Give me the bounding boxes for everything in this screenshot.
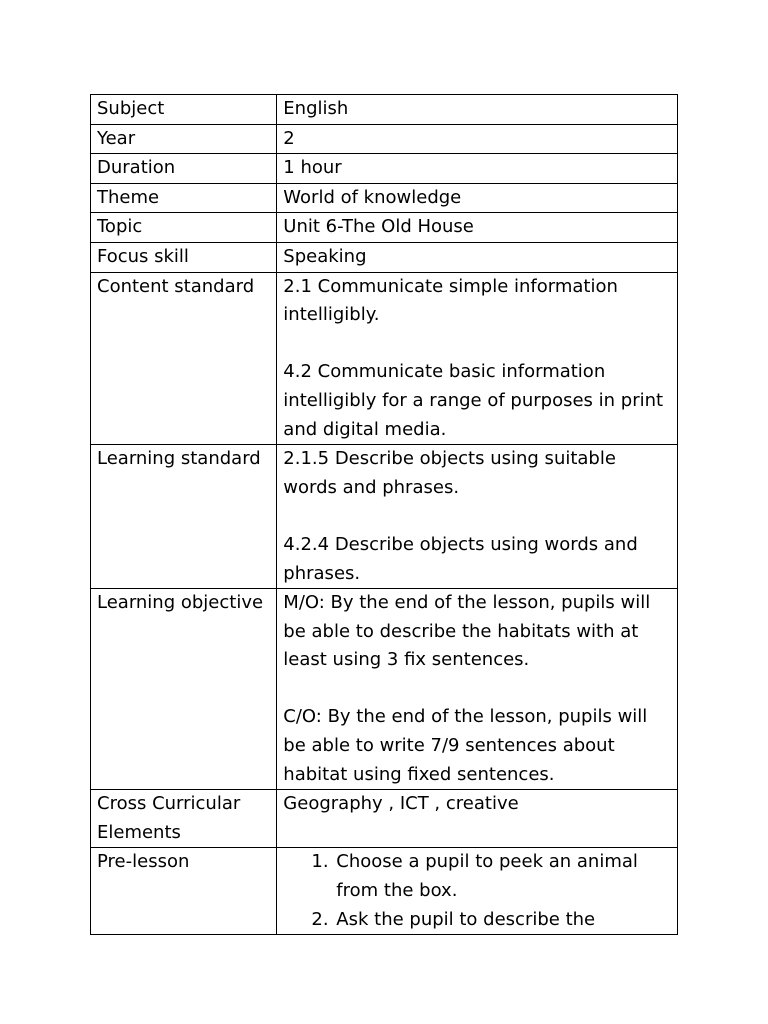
content-standard-paragraph: 2.1 Communicate simple information intelligibly. [283,275,618,326]
row-label: Cross Curricular Elements [91,790,277,848]
row-value: English [277,95,678,125]
learning-standard-paragraph: 4.2.4 Describe objects using words and phrases. [283,533,638,584]
table-row [91,183,678,213]
row-value: 2 [277,124,678,154]
row-value: Speaking [277,242,678,272]
table-row [91,589,678,790]
row-label: Content standard [91,272,277,445]
row-value: 1 hour [277,154,678,184]
learning-objective-paragraph: M/O: By the end of the lesson, pupils will be able to describe the habitats with at least using 3 fix sentences. [283,592,651,671]
table-row [91,242,678,272]
row-label: Duration [91,154,277,184]
learning-objective-paragraph: C/O: By the end of the lesson, pupils will be able to write 7/9 sentences about habitat using fixed sentences. [283,706,648,785]
row-label: Focus skill [91,242,277,272]
row-value: Geography , ICT , creative [277,790,678,848]
table-row [91,790,678,848]
row-label: Pre-lesson [91,848,277,935]
content-standard-paragraph: 4.2 Communicate basic information intelligibly for a range of purposes in print and digital media. [283,361,664,440]
table-row [91,848,678,935]
row-label: Year [91,124,277,154]
table-row [91,272,678,445]
learning-standard-paragraph: 2.1.5 Describe objects using suitable words and phrases. [283,448,616,498]
row-label: Theme [91,183,277,213]
row-label: Topic [91,213,277,243]
pre-lesson-steps [283,848,671,934]
row-value [277,589,678,790]
table-row [91,95,678,125]
row-value: Unit 6-The Old House [277,213,678,243]
row-value [277,848,678,935]
table-row [91,445,678,589]
list-item: 1. Choose a pupil to peek an animal from the box. [334,848,671,905]
table-row [91,213,678,243]
row-label: Learning objective [91,589,277,790]
row-label: Learning standard [91,445,277,589]
row-value [277,445,678,589]
row-value [277,272,678,445]
table-row [91,124,678,154]
table-row [91,154,678,184]
list-item: 2. Ask the pupil to describe the [334,906,671,935]
row-value: World of knowledge [277,183,678,213]
row-label: Subject [91,95,277,125]
lesson-plan-table [90,94,678,935]
